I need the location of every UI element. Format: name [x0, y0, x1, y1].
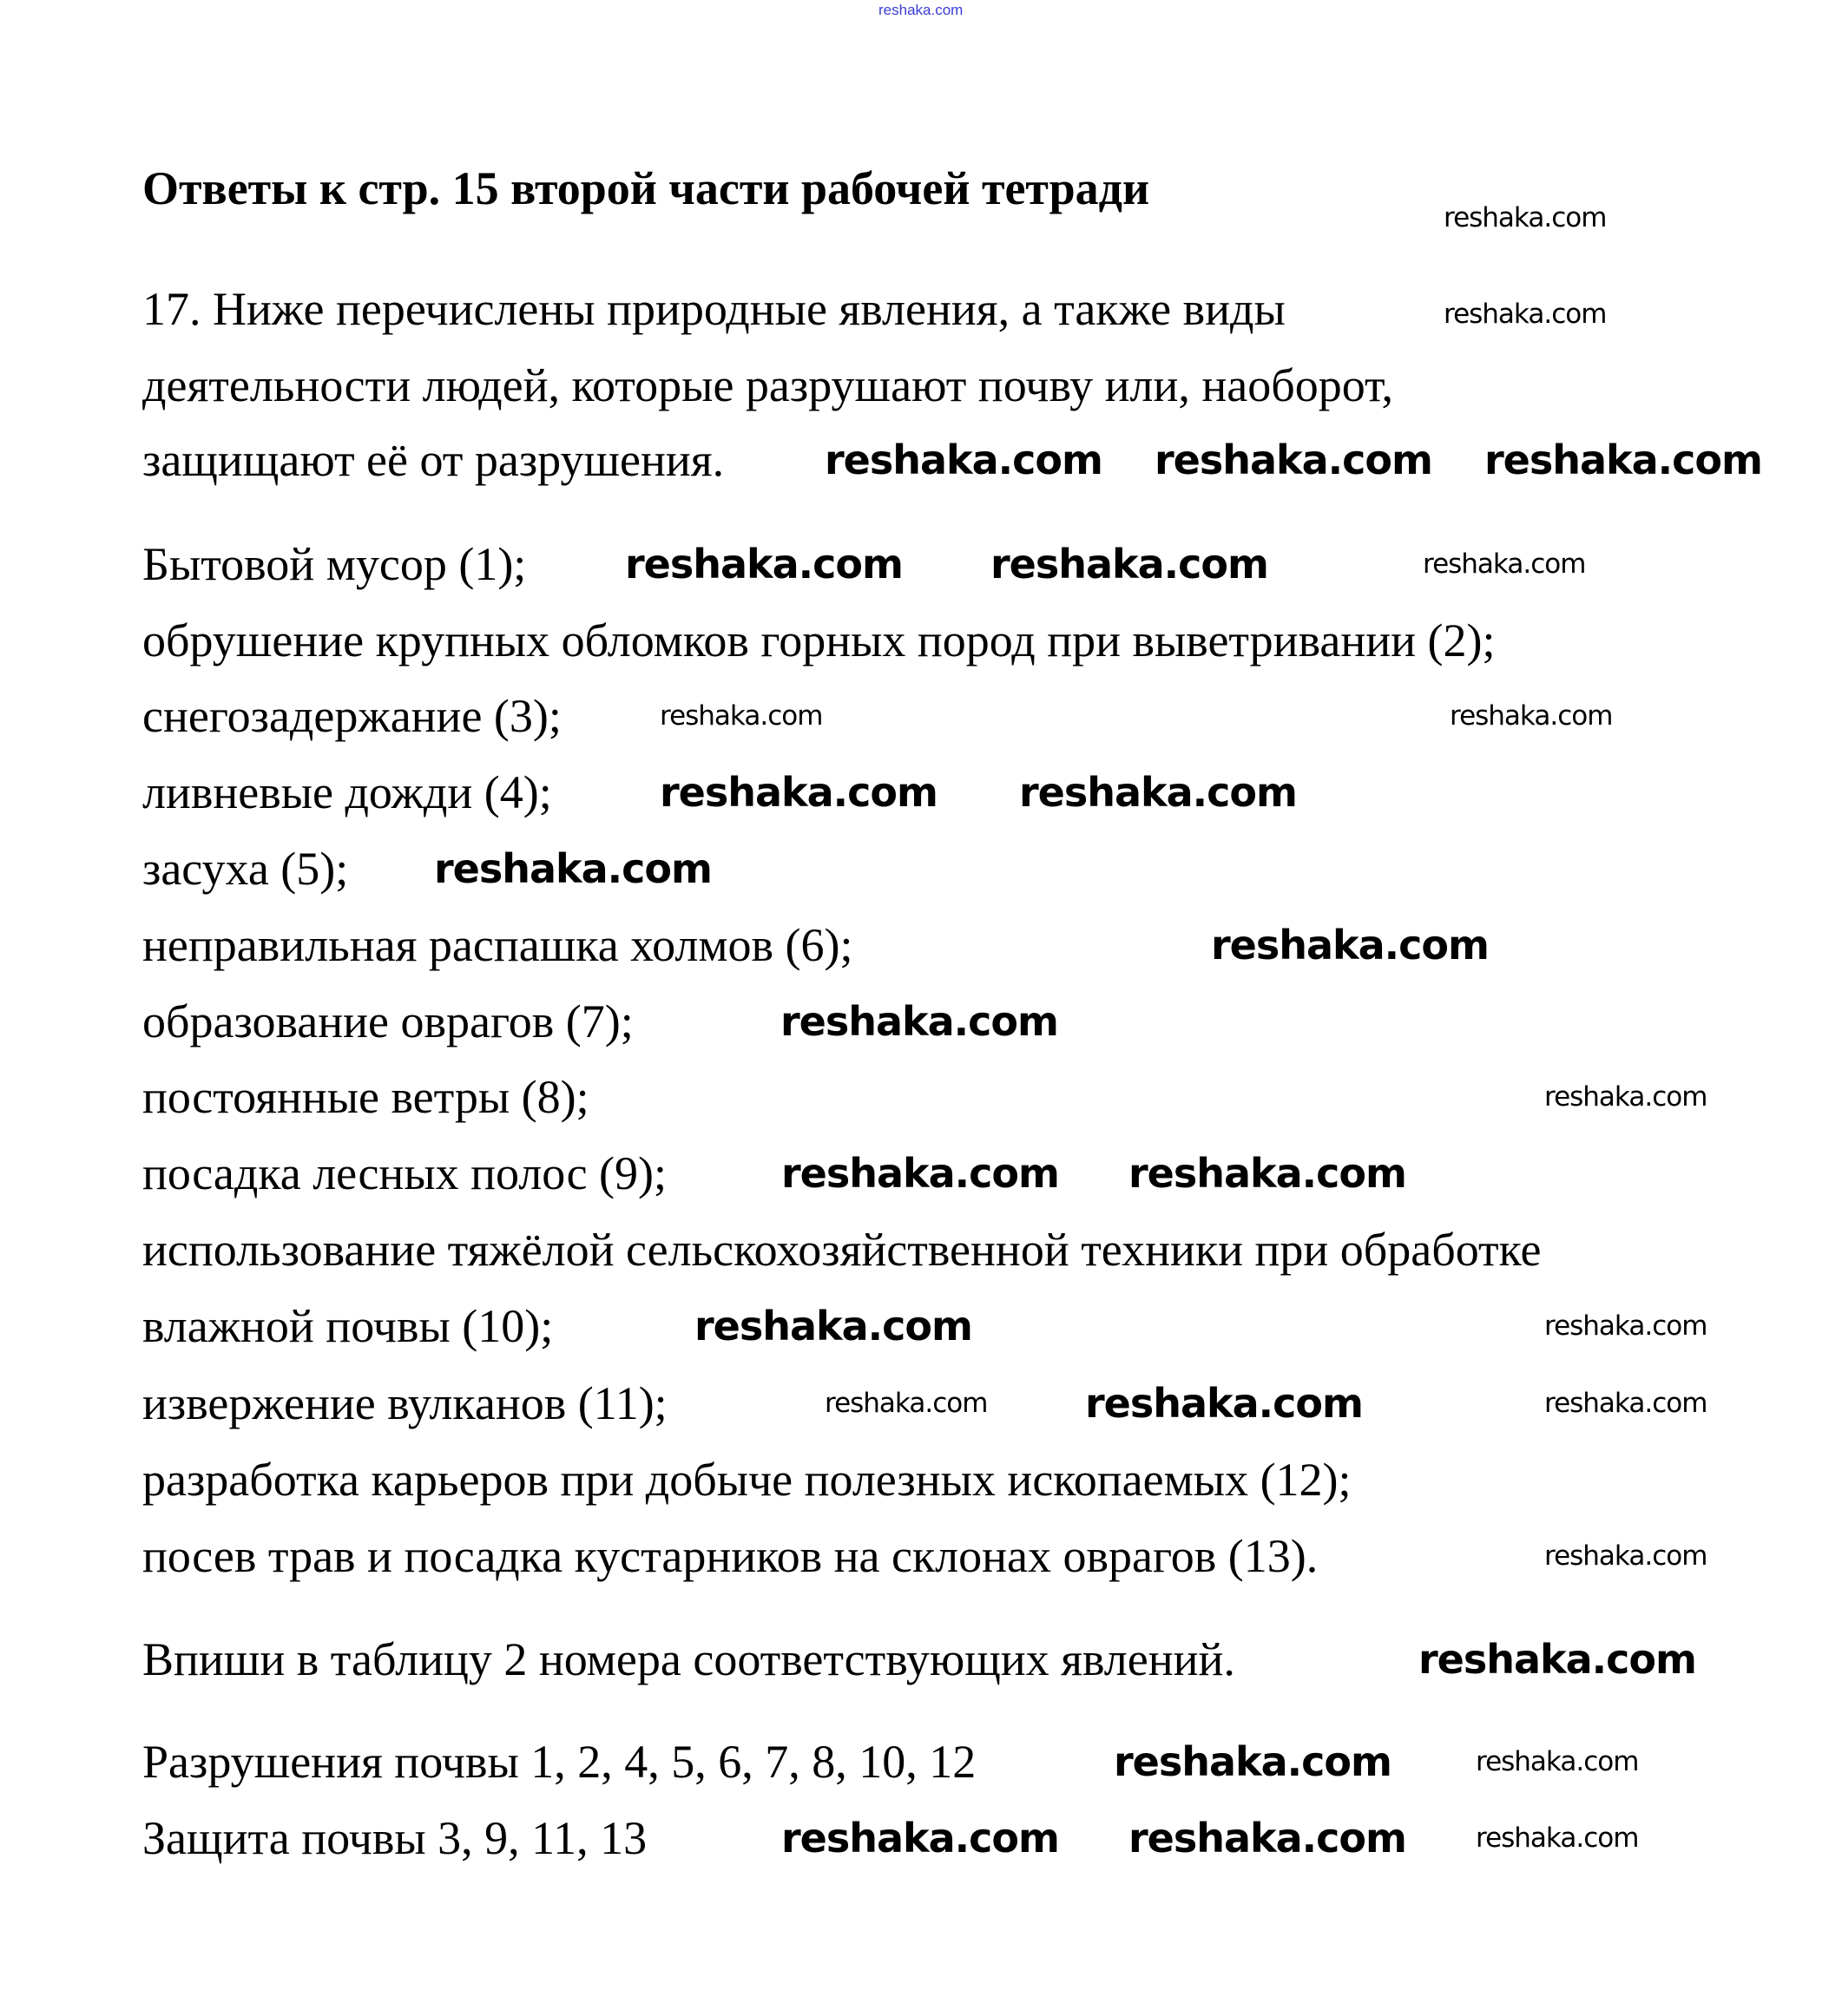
- task-text-line: деятельности людей, которые разрушают почву или, наоборот,: [142, 359, 1394, 411]
- watermark: reshaka.com: [1450, 700, 1613, 732]
- list-item: извержение вулканов (11);: [142, 1377, 668, 1429]
- watermark: reshaka.com: [1211, 922, 1489, 969]
- header-link[interactable]: reshaka.com: [878, 2, 964, 18]
- watermark: reshaka.com: [1544, 1388, 1707, 1419]
- watermark: reshaka.com: [780, 998, 1058, 1045]
- watermark: reshaka.com: [1423, 548, 1586, 580]
- watermark: reshaka.com: [1476, 1746, 1639, 1777]
- list-item: снегозадержание (3);: [142, 690, 562, 742]
- list-item: посев трав и посадка кустарников на склонах оврагов (13).: [142, 1530, 1319, 1582]
- watermark: reshaka.com: [990, 541, 1268, 588]
- list-item: использование тяжёлой сельскохозяйственной техники при обработке: [142, 1224, 1542, 1276]
- page-title: Ответы к стр. 15 второй части рабочей тетради: [142, 162, 1150, 214]
- list-item: посадка лесных полос (9);: [142, 1147, 668, 1199]
- watermark: reshaka.com: [825, 1388, 988, 1419]
- watermark: reshaka.com: [660, 700, 823, 732]
- watermark: reshaka.com: [1085, 1380, 1363, 1427]
- list-item: ливневые дожди (4);: [142, 766, 552, 818]
- list-item: влажной почвы (10);: [142, 1300, 554, 1352]
- watermark: reshaka.com: [781, 1815, 1059, 1862]
- watermark: reshaka.com: [1128, 1150, 1406, 1197]
- watermark: reshaka.com: [1019, 769, 1297, 816]
- watermark: reshaka.com: [781, 1150, 1059, 1197]
- watermark: reshaka.com: [694, 1303, 972, 1349]
- list-item: образование оврагов (7);: [142, 995, 634, 1047]
- watermark: reshaka.com: [1155, 437, 1432, 483]
- answer-protection: Защита почвы 3, 9, 11, 13: [142, 1812, 648, 1864]
- watermark: reshaka.com: [1418, 1636, 1696, 1683]
- watermark: reshaka.com: [1444, 299, 1607, 330]
- watermark: reshaka.com: [1444, 202, 1607, 233]
- watermark: reshaka.com: [1114, 1738, 1391, 1785]
- list-item: засуха (5);: [142, 843, 349, 895]
- watermark: reshaka.com: [660, 769, 938, 816]
- list-item: Бытовой мусор (1);: [142, 538, 527, 590]
- watermark: reshaka.com: [1128, 1815, 1406, 1862]
- task-text-line: защищают её от разрушения.: [142, 434, 725, 486]
- watermark: reshaka.com: [625, 541, 903, 588]
- watermark: reshaka.com: [1476, 1822, 1639, 1854]
- list-item: постоянные ветры (8);: [142, 1071, 589, 1123]
- watermark: reshaka.com: [434, 845, 712, 892]
- instruction: Впиши в таблицу 2 номера соответствующих явлений.: [142, 1633, 1235, 1685]
- watermark: reshaka.com: [1544, 1540, 1707, 1572]
- list-item: разработка карьеров при добыче полезных ископаемых (12);: [142, 1454, 1352, 1506]
- answer-destruction: Разрушения почвы 1, 2, 4, 5, 6, 7, 8, 10, 12: [142, 1736, 977, 1788]
- watermark: reshaka.com: [825, 437, 1102, 483]
- watermark: reshaka.com: [1544, 1081, 1707, 1113]
- list-item: неправильная распашка холмов (6);: [142, 919, 853, 971]
- watermark: reshaka.com: [1484, 437, 1762, 483]
- task-text-line: 17. Ниже перечислены природные явления, а также виды: [142, 283, 1286, 335]
- list-item: обрушение крупных обломков горных пород при выветривании (2);: [142, 614, 1496, 667]
- watermark: reshaka.com: [1544, 1310, 1707, 1342]
